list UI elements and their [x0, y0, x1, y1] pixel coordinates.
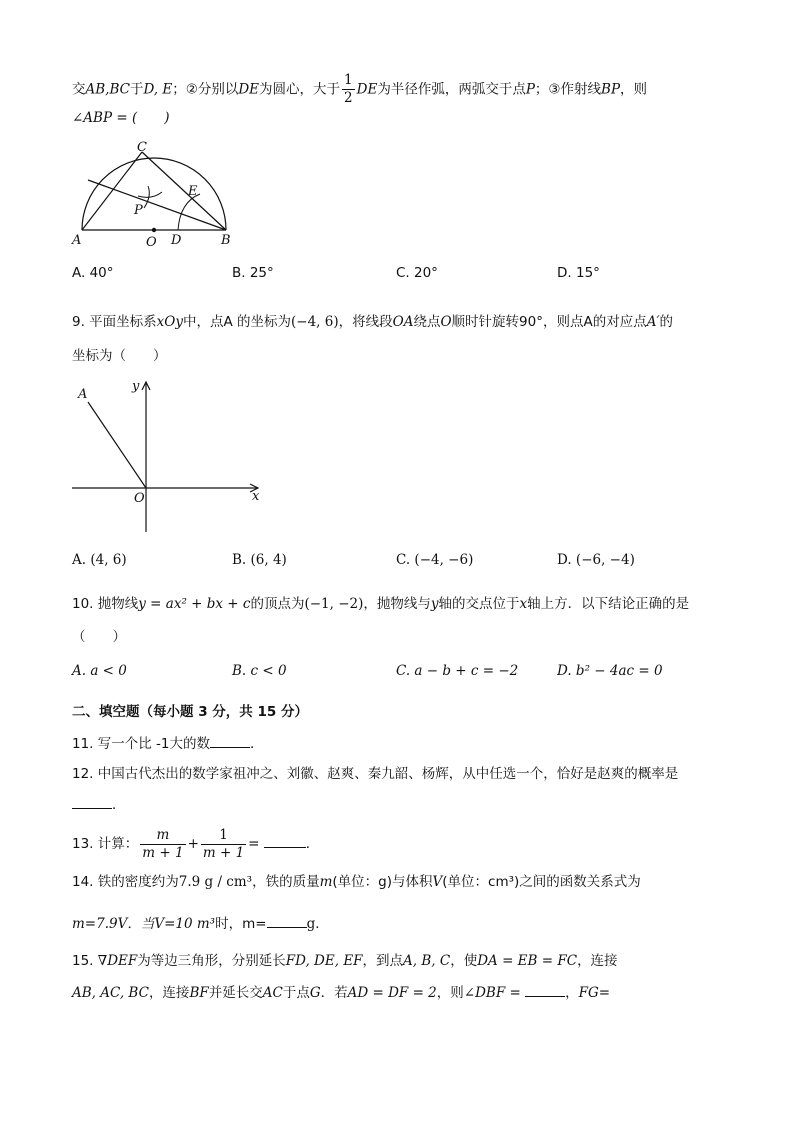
q10-line1: 10. 抛物线y = ax² + bx + c的顶点为(−1, −2)，抛物线与y轴的交点位于x轴上方．以下结论正确的是	[72, 596, 690, 612]
q10-option-c[interactable]: C. a − b + c = −2	[396, 663, 519, 679]
q15-line2: AB, AC, BC，连接BF并延长交AC于点G．若AD = DF = 2，则∠DBF = ，FG=	[72, 982, 610, 1003]
ray-BP	[88, 180, 226, 230]
q15-answer-blank-angle[interactable]	[525, 982, 565, 997]
segment-OA	[88, 402, 146, 488]
q9-line2: 坐标为（ ）	[72, 348, 167, 364]
q9-option-b[interactable]: B. (6, 4)	[232, 552, 287, 568]
q10-option-a[interactable]: A. a < 0	[72, 663, 127, 679]
label-x: x	[252, 489, 260, 504]
q8-line1: 交AB,BC于D, E；②分别以DE为圆心，大于 $\frac{1}{2}$ DE为半径作弧，两弧交于点P；③作射线BP，则	[72, 72, 648, 106]
label-O: O	[134, 491, 145, 506]
q12-answer-blank[interactable]	[72, 794, 112, 809]
q13-answer-blank[interactable]	[264, 833, 306, 848]
q12-line1: 12. 中国古代杰出的数学家祖冲之、刘徽、赵爽、秦九韶、杨辉，从中任选一个，恰好是赵爽的概率是	[72, 766, 679, 782]
q8-line2: ∠ABP = ( )	[72, 110, 170, 126]
label-B: B	[221, 233, 231, 248]
q13-fraction-1: $\frac{m}{m + 1}$	[142, 826, 184, 861]
label-D: D	[171, 233, 182, 248]
q9-option-a[interactable]: A. (4, 6)	[72, 552, 127, 568]
q14-line1: 14. 铁的密度约为7.9 g / cm³，铁的质量m(单位：g)与体积V(单位：cm³)之间的函数关系式为	[72, 874, 641, 890]
q9-line1: 9. 平面坐标系xOy中，点A 的坐标为(−4, 6)，将线段OA绕点O顺时针旋转90°，则点A的对应点A′的	[72, 314, 674, 330]
q8-semicircle-figure	[66, 140, 246, 252]
chord-AC	[82, 152, 142, 230]
q14-answer-blank[interactable]	[267, 913, 307, 928]
q13: 13. 计算： $\frac{m}{m + 1}$ + $\frac{1}{m + 1}$ = ．	[72, 826, 320, 861]
q9-option-c[interactable]: C. (−4, −6)	[396, 552, 474, 568]
semicircle-arc	[82, 158, 226, 230]
q10-option-b[interactable]: B. c < 0	[232, 663, 287, 679]
q8-option-d[interactable]: D. 15°	[557, 265, 600, 281]
q8-option-b[interactable]: B. 25°	[232, 265, 274, 281]
label-E: E	[188, 184, 198, 199]
label-y: y	[132, 379, 140, 394]
label-A: A	[78, 387, 88, 402]
q10-line2: （ ）	[72, 629, 126, 645]
q15-line1: 15. ∇DEF为等边三角形，分别延长FD, DE, EF，到点A, B, C，使DA = EB = FC，连接	[72, 953, 618, 969]
fraction-one-half: $\frac{1}{2}$	[344, 72, 353, 106]
q9-coordinate-figure	[66, 376, 276, 536]
label-O: O	[146, 235, 157, 250]
label-C: C	[137, 140, 147, 155]
q14-line2: m=7.9V．当V=10 m³时，m= g．	[72, 913, 329, 934]
q13-fraction-2: $\frac{1}{m + 1}$	[202, 826, 245, 861]
arc-P-2	[138, 192, 162, 197]
q12-line2: ．	[72, 794, 126, 815]
label-A: A	[72, 233, 82, 248]
q10-option-d[interactable]: D. b² − 4ac = 0	[557, 663, 663, 679]
center-O-dot	[152, 228, 156, 232]
label-P: P	[134, 203, 143, 218]
q11-answer-blank[interactable]	[210, 733, 250, 748]
section-2-title: 二、填空题（每小题 3 分，共 15 分）	[72, 704, 308, 720]
q11: 11. 写一个比 -1大的数 ．	[72, 733, 264, 754]
q9-option-d[interactable]: D. (−6, −4)	[557, 552, 635, 568]
arc-DE	[178, 194, 200, 230]
q8-option-a[interactable]: A. 40°	[72, 265, 114, 281]
q8-option-c[interactable]: C. 20°	[396, 265, 438, 281]
